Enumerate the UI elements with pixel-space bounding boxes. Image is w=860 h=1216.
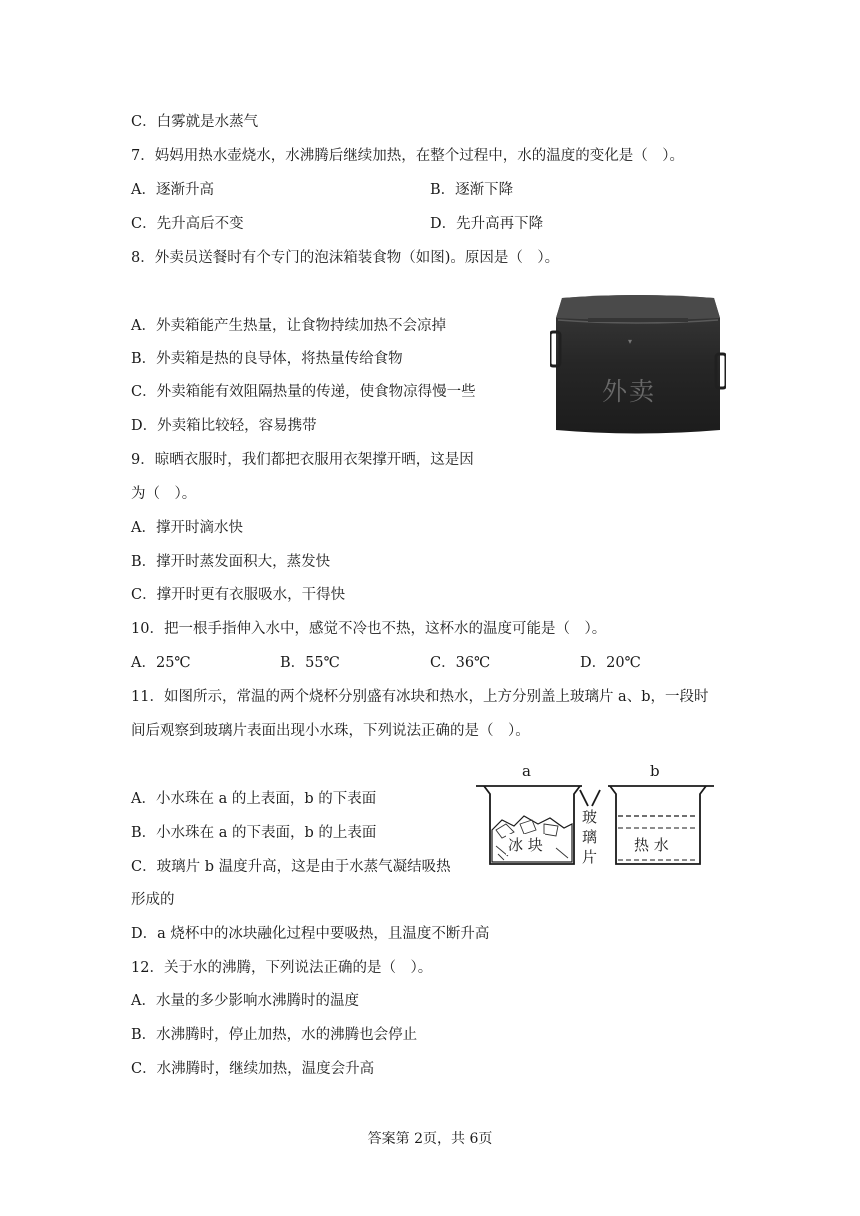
q7-option-b: B．逐渐下降 xyxy=(430,182,514,198)
q12-option-b: B．水沸腾时，停止加热，水的沸腾也会停止 xyxy=(131,1027,418,1043)
q7-option-a: A．逐渐升高 xyxy=(131,182,214,198)
q9-option-c: C．撑开时更有衣服吸水，干得快 xyxy=(131,587,346,603)
glass-label-a: a xyxy=(522,762,531,780)
page-footer: 答案第 2页，共 6页 xyxy=(367,1131,493,1147)
svg-text:▾: ▾ xyxy=(628,337,633,346)
q8-option-a: A．外卖箱能产生热量，让食物持续加热不会凉掉 xyxy=(131,318,446,334)
q11-option-c-line1: C．玻璃片 b 温度升高，这是由于水蒸气凝结吸热 xyxy=(131,859,451,875)
delivery-box-icon xyxy=(550,292,726,438)
beakers-figure xyxy=(472,762,718,874)
q11-stem-line2: 间后观察到玻璃片表面出现小水珠，下列说法正确的是（ ）。 xyxy=(131,723,530,739)
q9-option-b: B．撑开时蒸发面积大，蒸发快 xyxy=(131,554,331,570)
q10-option-a: A．25℃ xyxy=(131,655,191,671)
q7-option-c: C．先升高后不变 xyxy=(131,216,244,232)
q11-option-b: B．小水珠在 a 的下表面，b 的上表面 xyxy=(131,825,377,841)
q11-option-c-line2: 形成的 xyxy=(131,892,175,908)
glass-label-b: b xyxy=(650,762,660,780)
q9-option-a: A．撑开时滴水快 xyxy=(131,520,243,536)
q8-option-c: C．外卖箱能有效阻隔热量的传递，使食物凉得慢一些 xyxy=(131,384,476,400)
q12-stem: 12．关于水的沸腾，下列说法正确的是（ ）。 xyxy=(131,960,433,976)
hot-water-label: 热 水 xyxy=(634,836,669,854)
q7-option-d: D．先升高再下降 xyxy=(430,216,544,232)
q8-option-b: B．外卖箱是热的良导体，将热量传给食物 xyxy=(131,351,403,367)
q8-stem: 8．外卖员送餐时有个专门的泡沫箱装食物（如图)。原因是（ ）。 xyxy=(131,250,560,266)
ice-label: 冰 块 xyxy=(508,836,543,854)
q12-option-a: A．水量的多少影响水沸腾时的温度 xyxy=(131,993,359,1009)
q11-option-a: A．小水珠在 a 的上表面，b 的下表面 xyxy=(131,791,377,807)
takeout-box-label: 外卖 xyxy=(602,377,657,406)
glass-slide-label-2: 璃 xyxy=(582,828,598,846)
q7-stem: 7．妈妈用热水壶烧水，水沸腾后继续加热，在整个过程中，水的温度的变化是（ ）。 xyxy=(131,148,684,164)
q10-stem: 10．把一根手指伸入水中，感觉不冷也不热，这杯水的温度可能是（ ）。 xyxy=(131,621,607,637)
q10-option-d: D．20℃ xyxy=(580,655,641,671)
q8-option-d: D．外卖箱比较轻，容易携带 xyxy=(131,418,317,434)
glass-slide-label-1: 玻 xyxy=(582,808,598,826)
q11-stem-line1: 11．如图所示，常温的两个烧杯分别盛有冰块和热水，上方分别盖上玻璃片 a、b，一段时 xyxy=(131,689,709,705)
glass-slide-label-3: 片 xyxy=(582,848,598,866)
q10-option-b: B．55℃ xyxy=(280,655,340,671)
q6-option-c: C．白雾就是水蒸气 xyxy=(131,114,259,130)
q9-stem-line1: 9．晾晒衣服时，我们都把衣服用衣架撑开晒，这是因 xyxy=(131,452,474,468)
q9-stem-line2: 为（ ）。 xyxy=(131,486,197,502)
q10-option-c: C．36℃ xyxy=(430,655,491,671)
q11-option-d: D．a 烧杯中的冰块融化过程中要吸热，且温度不断升高 xyxy=(131,926,490,942)
q12-option-c: C．水沸腾时，继续加热，温度会升高 xyxy=(131,1061,375,1077)
takeout-box-figure xyxy=(550,292,726,438)
